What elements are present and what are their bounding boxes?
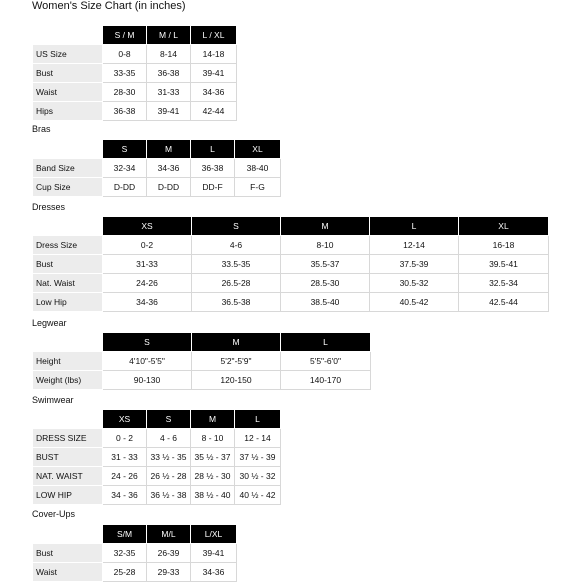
table-cell: 0-2 [103,236,192,255]
column-header: M [281,217,370,236]
table-cell: 34-36 [147,159,191,178]
size-table-bras [32,139,281,197]
table-cell: 35 ½ - 37 [191,448,235,467]
table-cell: 38-40 [235,159,281,178]
row-label: Band Size [33,159,103,178]
section-title-swimwear: Swimwear [32,395,74,405]
table-row [33,102,237,121]
table-row [33,83,237,102]
table-cell: 26.5-28 [192,274,281,293]
table-cell: 26 ½ - 28 [147,467,191,486]
header-blank-cell [33,217,103,236]
table-cell: 36.5-38 [192,293,281,312]
table-cell: 31-33 [147,83,191,102]
table-row [33,236,549,255]
column-header: M / L [147,26,191,45]
row-label: Waist [33,563,103,582]
table-cell: 33-35 [103,64,147,83]
table-cell: 28.5-30 [281,274,370,293]
table-cell: 31 - 33 [103,448,147,467]
row-label: Cup Size [33,178,103,197]
row-label: Waist [33,83,103,102]
table-row [33,371,371,390]
table-header-row [33,217,549,236]
table-cell: 38.5-40 [281,293,370,312]
row-label: US Size [33,45,103,64]
table-row [33,293,549,312]
row-label: Bust [33,64,103,83]
table-cell: DD-F [191,178,235,197]
table-row [33,45,237,64]
table-cell: 4'10"-5'5" [103,352,192,371]
table-row [33,159,281,178]
header-blank-cell [33,410,103,429]
table-cell: 24-26 [103,274,192,293]
row-label: BUST [33,448,103,467]
header-blank-cell [33,333,103,352]
row-label: Hips [33,102,103,121]
table-cell: F-G [235,178,281,197]
table-cell: D-DD [103,178,147,197]
table-cell: 8 - 10 [191,429,235,448]
table-cell: 39-41 [147,102,191,121]
page-title: Women's Size Chart (in inches) [32,0,186,12]
table-cell: 33 ½ - 35 [147,448,191,467]
table-row [33,178,281,197]
table-cell: 5'5"-6'0" [281,352,371,371]
table-cell: 33.5-35 [192,255,281,274]
table-cell: 42.5-44 [459,293,549,312]
table-cell: 42-44 [191,102,237,121]
table-cell: 37 ½ - 39 [235,448,281,467]
column-header: S [192,217,281,236]
table-row [33,64,237,83]
table-cell: 12 - 14 [235,429,281,448]
column-header: S / M [103,26,147,45]
table-cell: 26-39 [147,544,191,563]
table-cell: 32.5-34 [459,274,549,293]
row-label: LOW HIP [33,486,103,505]
size-table-legwear [32,332,371,390]
header-blank-cell [33,525,103,544]
size-table-swimwear [32,409,281,505]
table-cell: 8-10 [281,236,370,255]
row-label: DRESS SIZE [33,429,103,448]
table-header-row [33,333,371,352]
table-header-row [33,26,237,45]
table-cell: 34-36 [191,83,237,102]
size-table-dresses [32,216,549,312]
table-cell: 16-18 [459,236,549,255]
column-header: S [103,333,192,352]
row-label: Bust [33,544,103,563]
table-cell: 39-41 [191,544,237,563]
table-cell: 140-170 [281,371,371,390]
row-label: Nat. Waist [33,274,103,293]
column-header: S [103,140,147,159]
section-title-cover-ups: Cover-Ups [32,509,76,519]
table-row [33,486,281,505]
table-cell: 12-14 [370,236,459,255]
column-header: L [370,217,459,236]
column-header: L [191,140,235,159]
row-label: Weight (lbs) [33,371,103,390]
column-header: L/XL [191,525,237,544]
table-cell: 34-36 [103,293,192,312]
row-label: Low Hip [33,293,103,312]
table-cell: D-DD [147,178,191,197]
table-header-row [33,525,237,544]
table-cell: 30 ½ - 32 [235,467,281,486]
table-row [33,448,281,467]
column-header: M [192,333,281,352]
table-cell: 30.5-32 [370,274,459,293]
table-cell: 37.5-39 [370,255,459,274]
table-cell: 36-38 [103,102,147,121]
table-cell: 120-150 [192,371,281,390]
table-cell: 5'2"-5'9" [192,352,281,371]
row-label: NAT. WAIST [33,467,103,486]
table-row [33,544,237,563]
section-title-dresses: Dresses [32,202,66,212]
column-header: XL [235,140,281,159]
column-header: XL [459,217,549,236]
table-cell: 36-38 [147,64,191,83]
table-cell: 38 ½ - 40 [191,486,235,505]
table-header-row [33,140,281,159]
table-cell: 0-8 [103,45,147,64]
table-cell: 28-30 [103,83,147,102]
column-header: S/M [103,525,147,544]
table-cell: 39-41 [191,64,237,83]
table-cell: 25-28 [103,563,147,582]
column-header: M [191,410,235,429]
header-blank-cell [33,26,103,45]
table-cell: 39.5-41 [459,255,549,274]
table-cell: 29-33 [147,563,191,582]
table-cell: 90-130 [103,371,192,390]
row-label: Height [33,352,103,371]
column-header: XS [103,410,147,429]
table-cell: 36-38 [191,159,235,178]
table-cell: 40 ½ - 42 [235,486,281,505]
table-row [33,429,281,448]
table-cell: 32-35 [103,544,147,563]
size-table-tops [32,25,237,121]
column-header: XS [103,217,192,236]
table-row [33,274,549,293]
table-row [33,563,237,582]
table-cell: 24 - 26 [103,467,147,486]
table-row [33,352,371,371]
row-label: Dress Size [33,236,103,255]
table-row [33,255,549,274]
table-cell: 32-34 [103,159,147,178]
column-header: L [235,410,281,429]
table-cell: 4-6 [192,236,281,255]
table-cell: 35.5-37 [281,255,370,274]
column-header: S [147,410,191,429]
table-cell: 0 - 2 [103,429,147,448]
table-cell: 36 ½ - 38 [147,486,191,505]
table-cell: 40.5-42 [370,293,459,312]
table-row [33,467,281,486]
section-title-legwear: Legwear [32,318,67,328]
table-cell: 14-18 [191,45,237,64]
column-header: L [281,333,371,352]
column-header: L / XL [191,26,237,45]
table-cell: 28 ½ - 30 [191,467,235,486]
column-header: M/L [147,525,191,544]
row-label: Bust [33,255,103,274]
table-cell: 4 - 6 [147,429,191,448]
table-cell: 34 - 36 [103,486,147,505]
size-table-cover-ups [32,524,237,582]
header-blank-cell [33,140,103,159]
table-cell: 8-14 [147,45,191,64]
table-cell: 31-33 [103,255,192,274]
section-title-bras: Bras [32,124,51,134]
table-cell: 34-36 [191,563,237,582]
column-header: M [147,140,191,159]
table-header-row [33,410,281,429]
